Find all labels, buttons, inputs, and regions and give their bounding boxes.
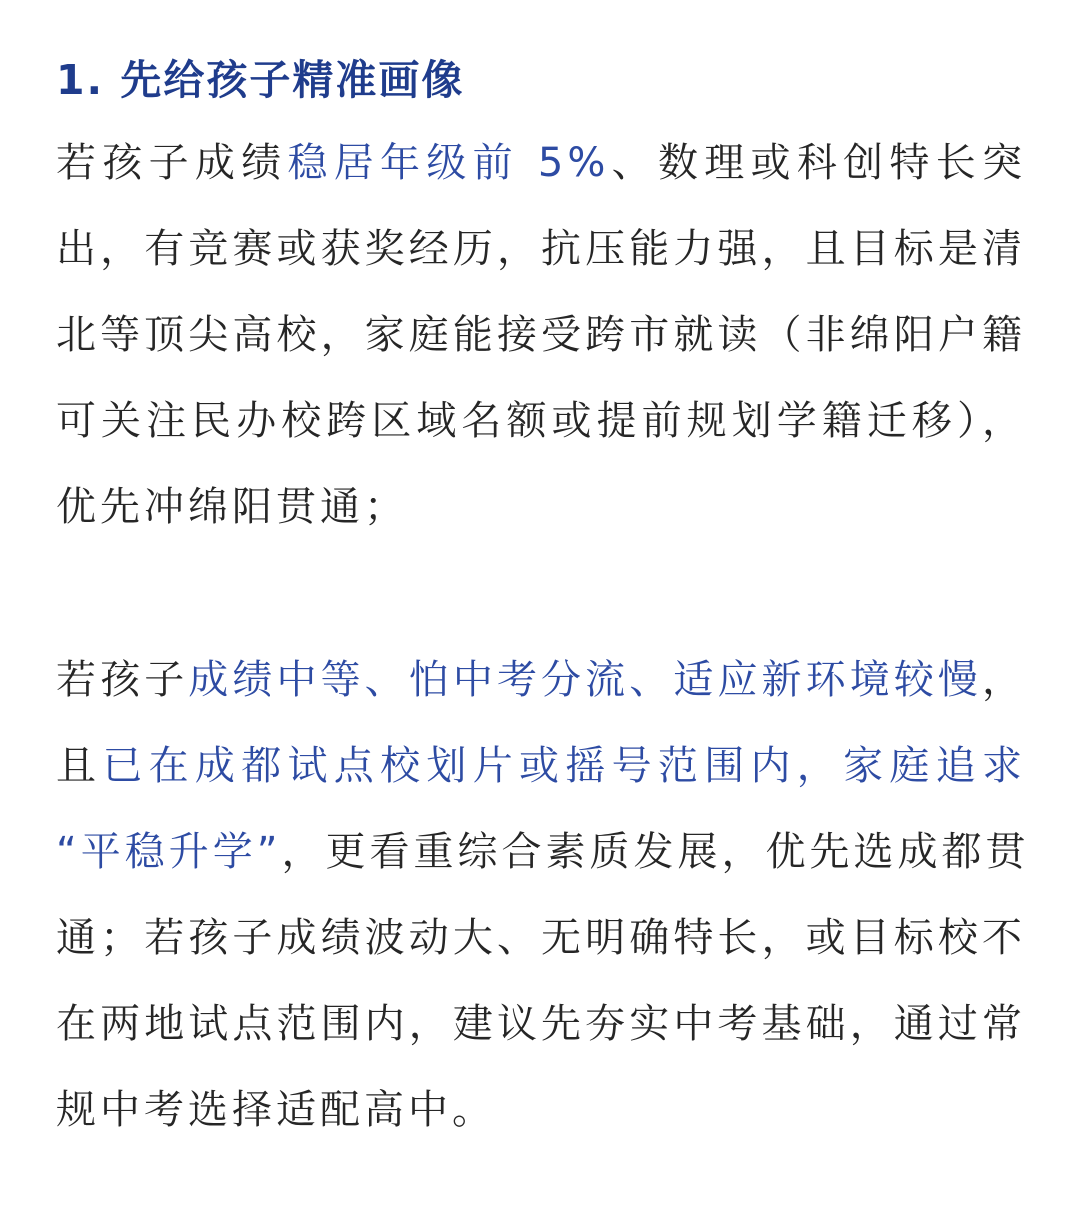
paragraph-average-students xyxy=(56,637,1030,1153)
text-segment: ，更看重综合素质发展，优先选成都贯 xyxy=(281,829,1030,875)
text-segment: 且 xyxy=(56,743,103,789)
text-line xyxy=(56,637,1026,723)
section-heading: 1. 先给孩子精准画像 xyxy=(56,56,465,104)
text-line: 优先冲绵阳贯通； xyxy=(56,484,408,530)
text-line: 在两地试点范围内，建议先夯实中考基础，通过常 xyxy=(56,1001,1026,1047)
text-segment: ， xyxy=(982,657,1027,703)
highlight-text: 稳居年级前 5% xyxy=(287,140,610,186)
paragraph-spacer xyxy=(56,550,1026,637)
text-line: 出，有竞赛或获奖经历，抗压能力强，且目标是清 xyxy=(56,226,1026,272)
text-line xyxy=(56,723,1026,809)
highlight-text: “平稳升学” xyxy=(56,829,282,875)
paragraph-top-students xyxy=(56,120,1026,550)
text-segment: 、数理或科创特长突 xyxy=(609,140,1027,186)
highlight-text: 成绩中等、怕中考分流、适应新环境较慢 xyxy=(188,657,983,703)
text-line: 规中考选择适配高中。 xyxy=(56,1087,496,1133)
article xyxy=(56,40,1030,1153)
text-line: 可关注民办校跨区域名额或提前规划学籍迁移）， xyxy=(56,398,1026,444)
text-line xyxy=(56,809,1030,895)
text-line xyxy=(56,120,1026,206)
text-line: 北等顶尖高校，家庭能接受跨市就读（非绵阳户籍 xyxy=(56,312,1026,358)
text-segment: 若孩子 xyxy=(56,657,189,703)
text-segment: 若孩子成绩 xyxy=(56,140,288,186)
highlight-text: 已在成都试点校划片或摇号范围内，家庭追求 xyxy=(102,743,1027,789)
text-line: 通；若孩子成绩波动大、无明确特长，或目标校不 xyxy=(56,915,1026,961)
